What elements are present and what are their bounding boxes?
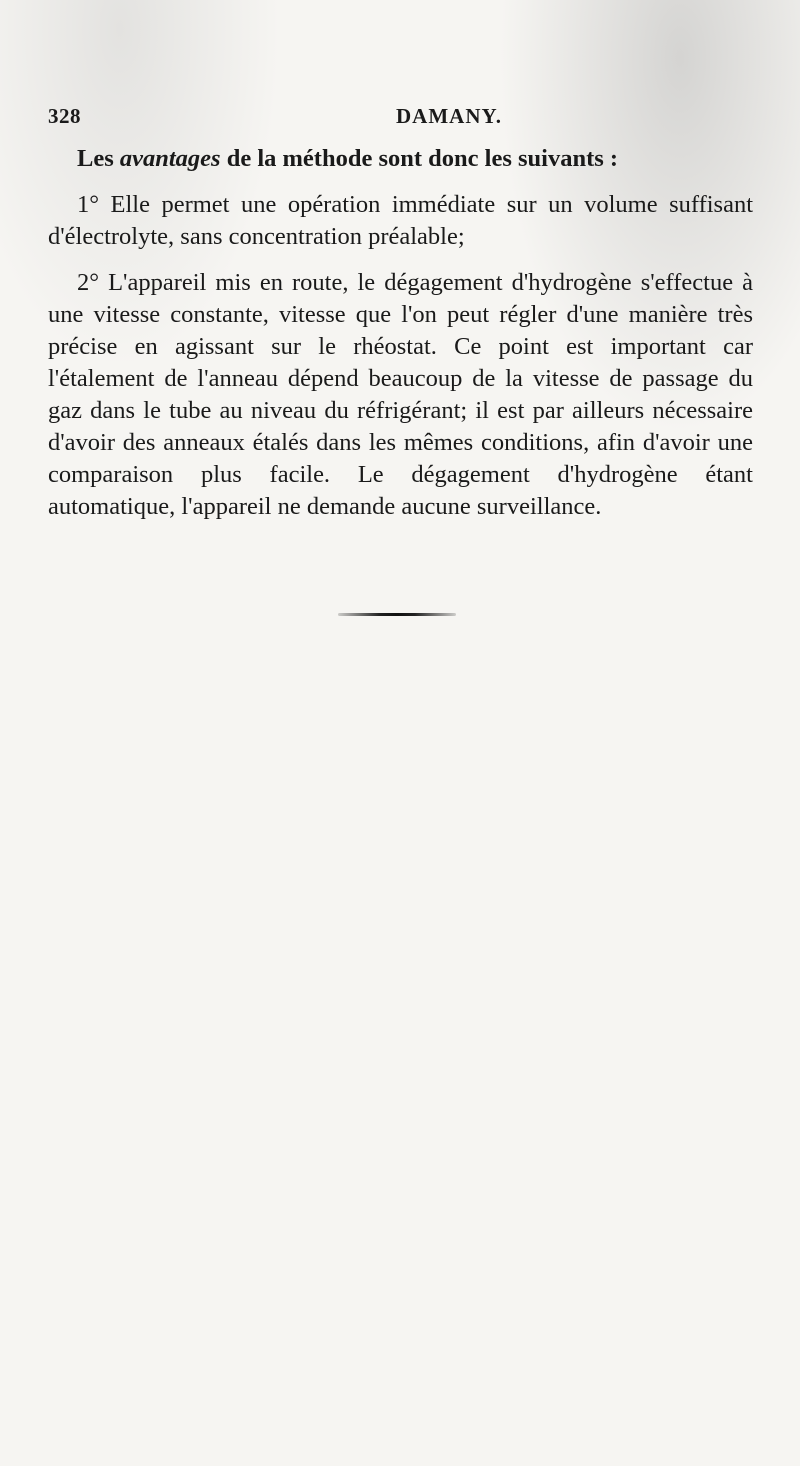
paragraph-point-1: 1° Elle permet une opération immédiate sur un volume suffisant d'électrolyte, sans concentration préalable;	[48, 191, 753, 250]
page-header	[48, 104, 753, 134]
intro-before: Les	[77, 145, 120, 172]
intro-emphasis: avantages	[119, 145, 221, 172]
intro-after: de la méthode sont donc les suivants :	[220, 145, 619, 172]
page-number: 328	[48, 104, 81, 128]
running-head: DAMANY.	[396, 104, 502, 128]
paragraph-point-2: 2° L'appareil mis en route, le dégagement d'hydrogène s'effectue à une vitesse constante, vitesse que l'on peut régler d'une manière très précise en agissant sur le rhéostat. Ce point est important car l'étalement de l'anneau dépend beaucoup de la vitesse de passage du gaz dans le tube au niveau du réfrigérant; il est par ailleurs nécessaire d'avoir des anneaux étalés dans les mêmes conditions, afin d'avoir une comparaison plus facile. Le dégagement d'hydrogène étant automatique, l'appareil ne demande aucune surveillance.	[48, 269, 753, 520]
paragraph-intro	[48, 143, 753, 175]
section-end-rule	[338, 613, 456, 616]
body-text	[48, 143, 753, 537]
